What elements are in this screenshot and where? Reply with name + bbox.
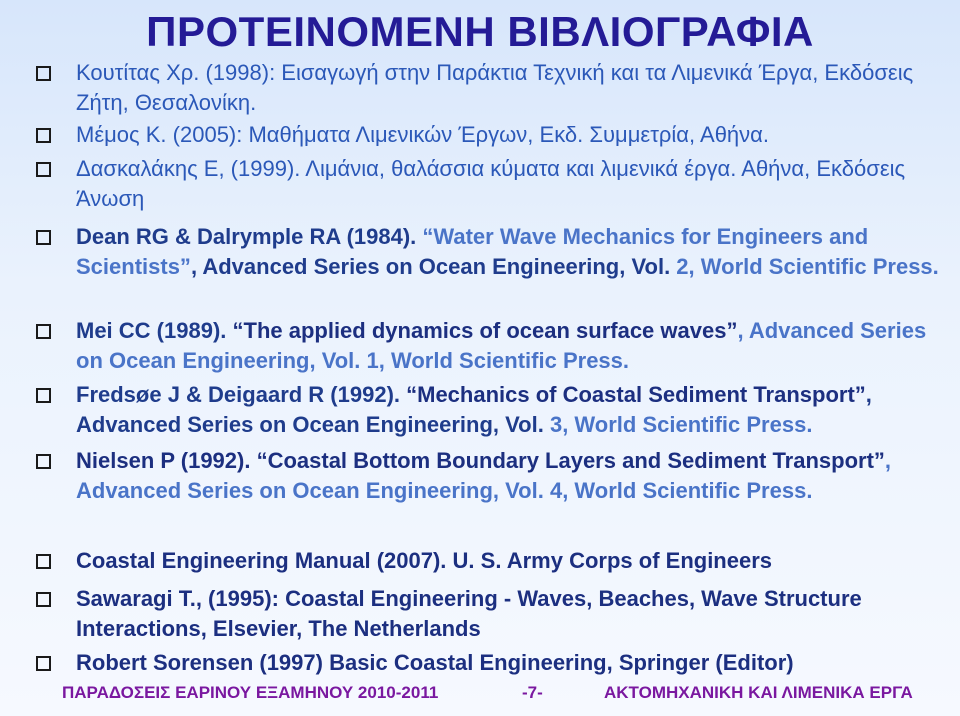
reference-text <box>76 446 956 506</box>
reference-text: Robert Sorensen (1997) Basic Coastal Engineering, Springer (Editor) <box>76 650 794 675</box>
reference-series: , Advanced Series on Ocean Engineering, Vol. <box>76 318 927 373</box>
reference-volume: 3 <box>549 412 563 437</box>
reference-text: Sawaragi T., (1995): Coastal Engineering - Waves, Beaches, Wave Structure Interactions, Elsevier, The Netherlands <box>76 586 862 641</box>
checkbox-bullet-icon <box>36 554 51 569</box>
reference-text: Coastal Engineering Manual (2007). U. S. Army Corps of Engineers <box>76 548 773 573</box>
reference-book-title: “The applied dynamics of ocean surface waves” <box>232 318 738 343</box>
reference-publisher: , World Scientific Press. <box>378 348 630 373</box>
reference-book-title: “Water Wave Mechanics for Engineers and Scientists” <box>76 224 869 279</box>
footer-course-term: ΠΑΡΑΔΟΣΕΙΣ ΕΑΡΙΝΟΥ ΕΞΑΜΗΝΟΥ 2010-2011 <box>62 683 439 702</box>
reference-text: Μέμος Κ. (2005): Μαθήματα Λιμενικών Έργων, Εκδ. Συμμετρία, Αθήνα. <box>76 122 769 147</box>
checkbox-bullet-icon <box>36 230 51 245</box>
checkbox-bullet-icon <box>36 66 51 81</box>
reference-volume: 1 <box>366 348 379 373</box>
reference-author: Nielsen P (1992). <box>76 448 257 473</box>
reference-text <box>76 222 956 282</box>
checkbox-bullet-icon <box>36 162 51 177</box>
footer-page-number: -7- <box>522 683 543 702</box>
reference-book-title: “Mechanics of Coastal Sediment Transport” <box>406 382 866 407</box>
reference-text: Δασκαλάκης Ε, (1999). Λιμάνια, θαλάσσια κύματα και λιμενικά έργα. Αθήνα, Εκδόσεις Άνωση <box>76 156 906 211</box>
reference-series: , Advanced Series on Ocean Engineering, Vol. <box>76 448 892 503</box>
reference-book-title: “Coastal Bottom Boundary Layers and Sediment Transport” <box>256 448 885 473</box>
reference-author: Fredsøe J & Deigaard R (1992). <box>76 382 407 407</box>
checkbox-bullet-icon <box>36 656 51 671</box>
checkbox-bullet-icon <box>36 388 51 403</box>
reference-author: Mei CC (1989). <box>76 318 233 343</box>
reference-publisher: , World Scientific Press. <box>562 478 813 503</box>
reference-text <box>76 316 956 376</box>
reference-volume: 2 <box>676 254 689 279</box>
reference-series: , Advanced Series on Ocean Engineering, Vol. <box>76 382 872 437</box>
reference-publisher: , World Scientific Press. <box>562 412 813 437</box>
reference-text <box>76 380 956 440</box>
footer-course-title: ΑΚΤΟΜΗΧΑΝΙΚΗ ΚΑΙ ΛΙΜΕΝΙΚΑ ΕΡΓΑ <box>604 683 913 702</box>
reference-text: Κουτίτας Χρ. (1998): Εισαγωγή στην Παράκτια Τεχνική και τα Λιμενικά Έργα, Εκδόσεις Ζήτη, Θεσαλονίκη. <box>76 60 914 115</box>
page-title: ΠΡΟΤΕΙΝΟΜΕΝΗ ΒΙΒΛΙΟΓΡΑΦΙΑ <box>146 8 814 55</box>
slide-footer <box>0 683 960 711</box>
reference-series: , Advanced Series on Ocean Engineering, Vol. <box>190 254 677 279</box>
checkbox-bullet-icon <box>36 592 51 607</box>
reference-author: Dean RG & Dalrymple RA (1984). <box>76 224 423 249</box>
checkbox-bullet-icon <box>36 128 51 143</box>
checkbox-bullet-icon <box>36 454 51 469</box>
checkbox-bullet-icon <box>36 324 51 339</box>
reference-publisher: , World Scientific Press. <box>688 254 939 279</box>
reference-volume: 4 <box>549 478 563 503</box>
